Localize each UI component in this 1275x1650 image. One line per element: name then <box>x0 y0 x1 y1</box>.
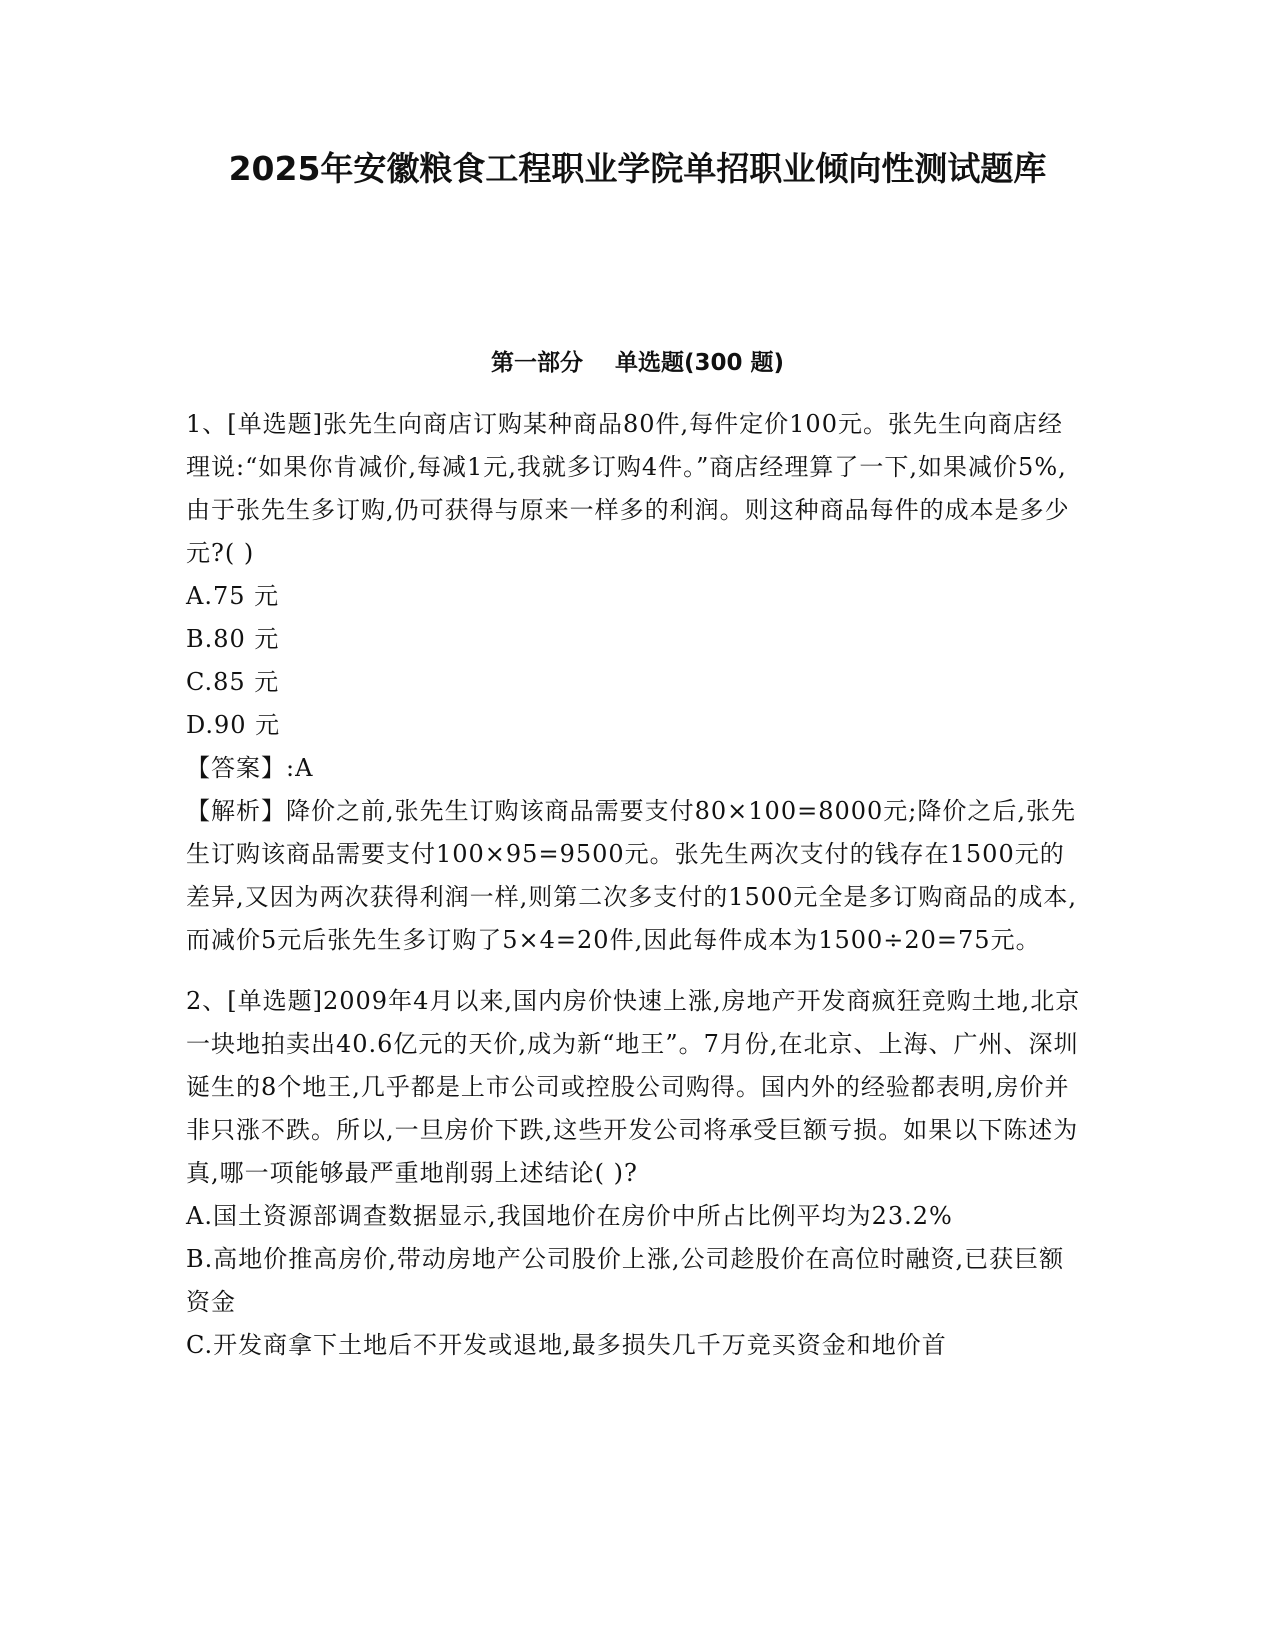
question-stem: 1、[单选题]张先生向商店订购某种商品80件,每件定价100元。张先生向商店经理说:“如果你肯减价,每减1元,我就多订购4件。”商店经理算了一下,如果减价5%,由于张先生多订购,仍可获得与原来一样多的利润。则这种商品每件的成本是多少元?( ) <box>186 410 1070 567</box>
answer-line <box>186 747 1086 790</box>
option-b: B.高地价推高房价,带动房地产公司股价上涨,公司趁股价在高位时融资,已获巨额资金 <box>186 1245 1065 1316</box>
question-stem: 2、[单选题]2009年4月以来,国内房价快速上涨,房地产开发商疯狂竞购土地,北京一块地拍卖出40.6亿元的天价,成为新“地王”。7月份,在北京、上海、广州、深圳诞生的8个地王,几乎都是上市公司或控股公司购得。国内外的经验都表明,房价并非只涨不跌。所以,一旦房价下跌,这些开发公司将承受巨额亏损。如果以下陈述为真,哪一项能够最严重地削弱上述结论( )? <box>186 987 1081 1187</box>
question-item-2 <box>186 980 1086 1367</box>
option-d: D.90 元 <box>186 711 281 739</box>
analysis-text: 降价之前,张先生订购该商品需要支付80×100=8000元;降价之后,张先生订购该商品需要支付100×95=9500元。张先生两次支付的钱存在1500元的差异,又因为两次获得利润一样,则第二次多支付的1500元全是多订购商品的成本,而减价5元后张先生多订购了5×4=20件,因此每件成本为1500÷20=75元。 <box>186 797 1077 954</box>
option-c: C.85 元 <box>186 668 280 696</box>
option-b: B.80 元 <box>186 625 280 653</box>
document-title: 2025年安徽粮食工程职业学院单招职业倾向性测试题库 <box>228 149 1047 188</box>
answer-value: :A <box>286 754 314 782</box>
answer-label: 【答案】 <box>186 754 286 782</box>
section-heading: 第一部分 单选题(300 题) <box>490 350 785 376</box>
option-a: A.国土资源部调查数据显示,我国地价在房价中所占比例平均为23.2% <box>186 1202 953 1230</box>
question-item-1 <box>186 403 1086 962</box>
option-c: C.开发商拿下土地后不开发或退地,最多损失几千万竞买资金和地价首 <box>186 1331 947 1359</box>
option-a: A.75 元 <box>186 582 280 610</box>
analysis-label: 【解析】 <box>186 797 286 825</box>
question-list <box>186 403 1086 1385</box>
analysis-paragraph <box>186 790 1086 962</box>
